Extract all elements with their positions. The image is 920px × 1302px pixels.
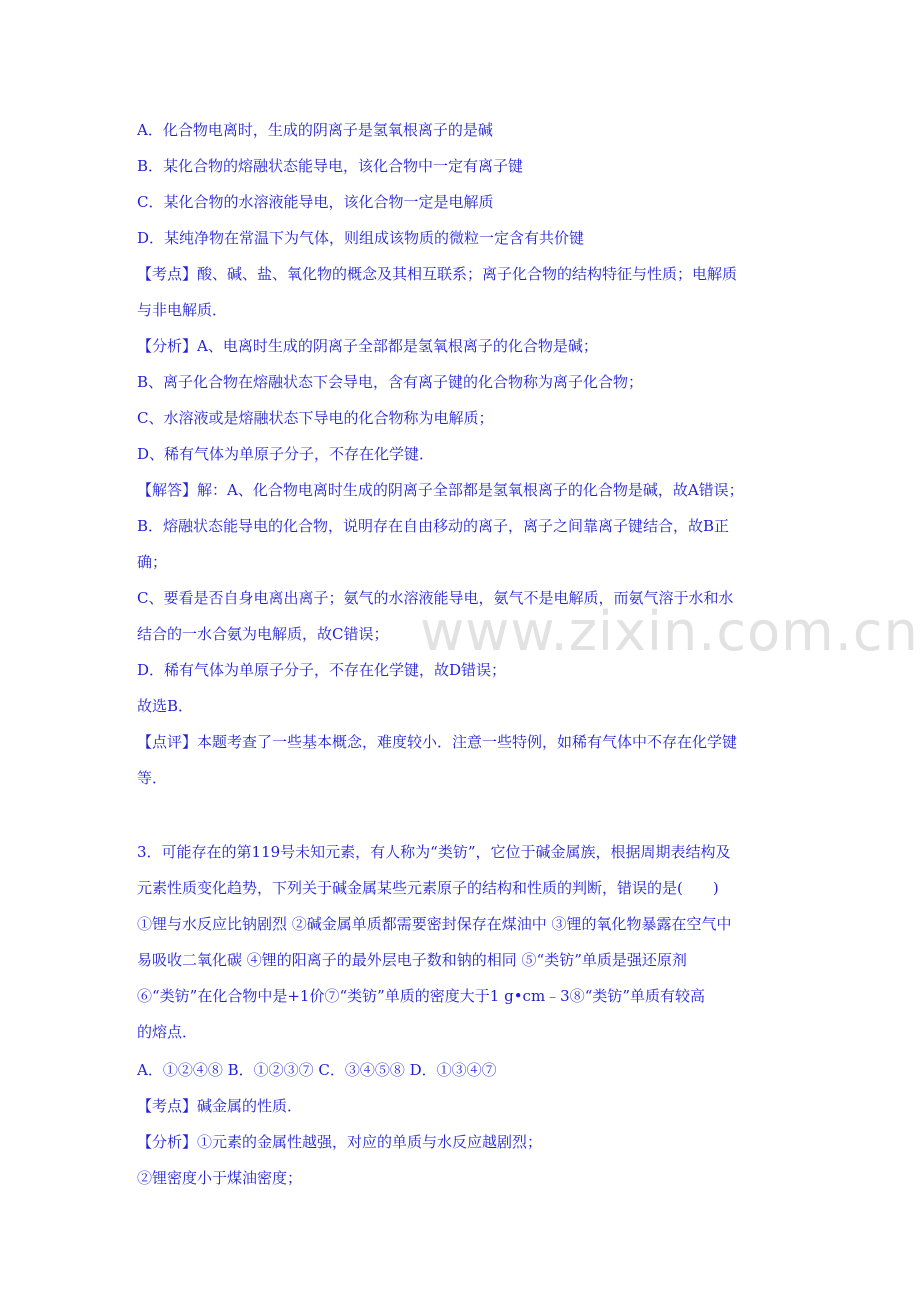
fenxi-line-1: 【分析】A、电离时生成的阴离子全部都是氢氧根离子的化合物是碱； — [137, 337, 598, 355]
kaodian-line-1: 【考点】酸、碱、盐、氧化物的概念及其相互联系；离子化合物的结构特征与性质；电解质 — [137, 265, 738, 283]
q3-fenxi-line-1: 【分析】①元素的金属性越强，对应的单质与水反应越剧烈； — [137, 1133, 543, 1151]
jieda-line-1: 【解答】解：A、化合物电离时生成的阴离子全部都是氢氧根离子的化合物是碱，故A错误； — [137, 481, 744, 499]
fenxi-line-3: C、水溶液或是熔融状态下导电的化合物称为电解质； — [137, 409, 494, 427]
dianping-line-2: 等． — [137, 769, 168, 787]
jieda-line-6: D．稀有气体为单原子分子，不存在化学键，故D错误； — [137, 661, 507, 679]
jieda-line-4: C、要看是否自身电离出离子；氨气的水溶液能导电，氨气不是电解质，而氨气溶于水和水 — [137, 589, 734, 607]
dianping-line-1: 【点评】本题考查了一些基本概念，难度较小．注意一些特例，如稀有气体中不存在化学键 — [137, 733, 738, 751]
option-a: A．化合物电离时，生成的阴离子是氢氧根离子的是碱 — [137, 121, 493, 139]
question-3-line-4: 易吸收二氧化碳 ④锂的阳离子的最外层电子数和钠的相同 ⑤“类钫”单质是强还原剂 — [137, 951, 687, 969]
option-b: B．某化合物的熔融状态能导电，该化合物中一定有离子键 — [137, 157, 524, 175]
question-3-line-1: 3．可能存在的第119号未知元素，有人称为“类钫”，它位于碱金属族，根据周期表结构及 — [137, 843, 731, 861]
question-3-choices: A．①②④⑧ B．①②③⑦ C．③④⑤⑧ D．①③④⑦ — [137, 1061, 497, 1079]
jieda-line-5: 结合的一水合氨为电解质，故C错误； — [137, 625, 389, 643]
option-d: D．某纯净物在常温下为气体，则组成该物质的微粒一定含有共价键 — [137, 229, 585, 247]
jieda-line-2: B．熔融状态能导电的化合物，说明存在自由移动的离子，离子之间靠离子键结合，故B正 — [137, 517, 730, 535]
q3-fenxi-line-2: ②锂密度小于煤油密度； — [137, 1169, 303, 1187]
watermark: www.zixin.com.cn — [420, 600, 919, 663]
jieda-line-3: 确； — [137, 553, 168, 571]
question-3-line-2: 元素性质变化趋势，下列关于碱金属某些元素原子的结构和性质的判断，错误的是( ) — [137, 879, 719, 897]
question-3-line-5: ⑥“类钫”在化合物中是+1价⑦“类钫”单质的密度大于1 g•cm﹣3⑧“类钫”单质有较高 — [137, 987, 706, 1005]
question-3-line-3: ①锂与水反应比钠剧烈 ②碱金属单质都需要密封保存在煤油中 ③锂的氧化物暴露在空气中 — [137, 915, 732, 933]
fenxi-line-4: D、稀有气体为单原子分子，不存在化学键． — [137, 445, 435, 463]
question-3-line-6: 的熔点． — [137, 1023, 198, 1041]
q3-kaodian: 【考点】碱金属的性质． — [137, 1097, 303, 1115]
kaodian-line-2: 与非电解质． — [137, 301, 228, 319]
fenxi-line-2: B、离子化合物在熔融状态下会导电，含有离子键的化合物称为离子化合物； — [137, 373, 644, 391]
jieda-answer: 故选B． — [137, 697, 194, 715]
option-c: C．某化合物的水溶液能导电，该化合物一定是电解质 — [137, 193, 494, 211]
